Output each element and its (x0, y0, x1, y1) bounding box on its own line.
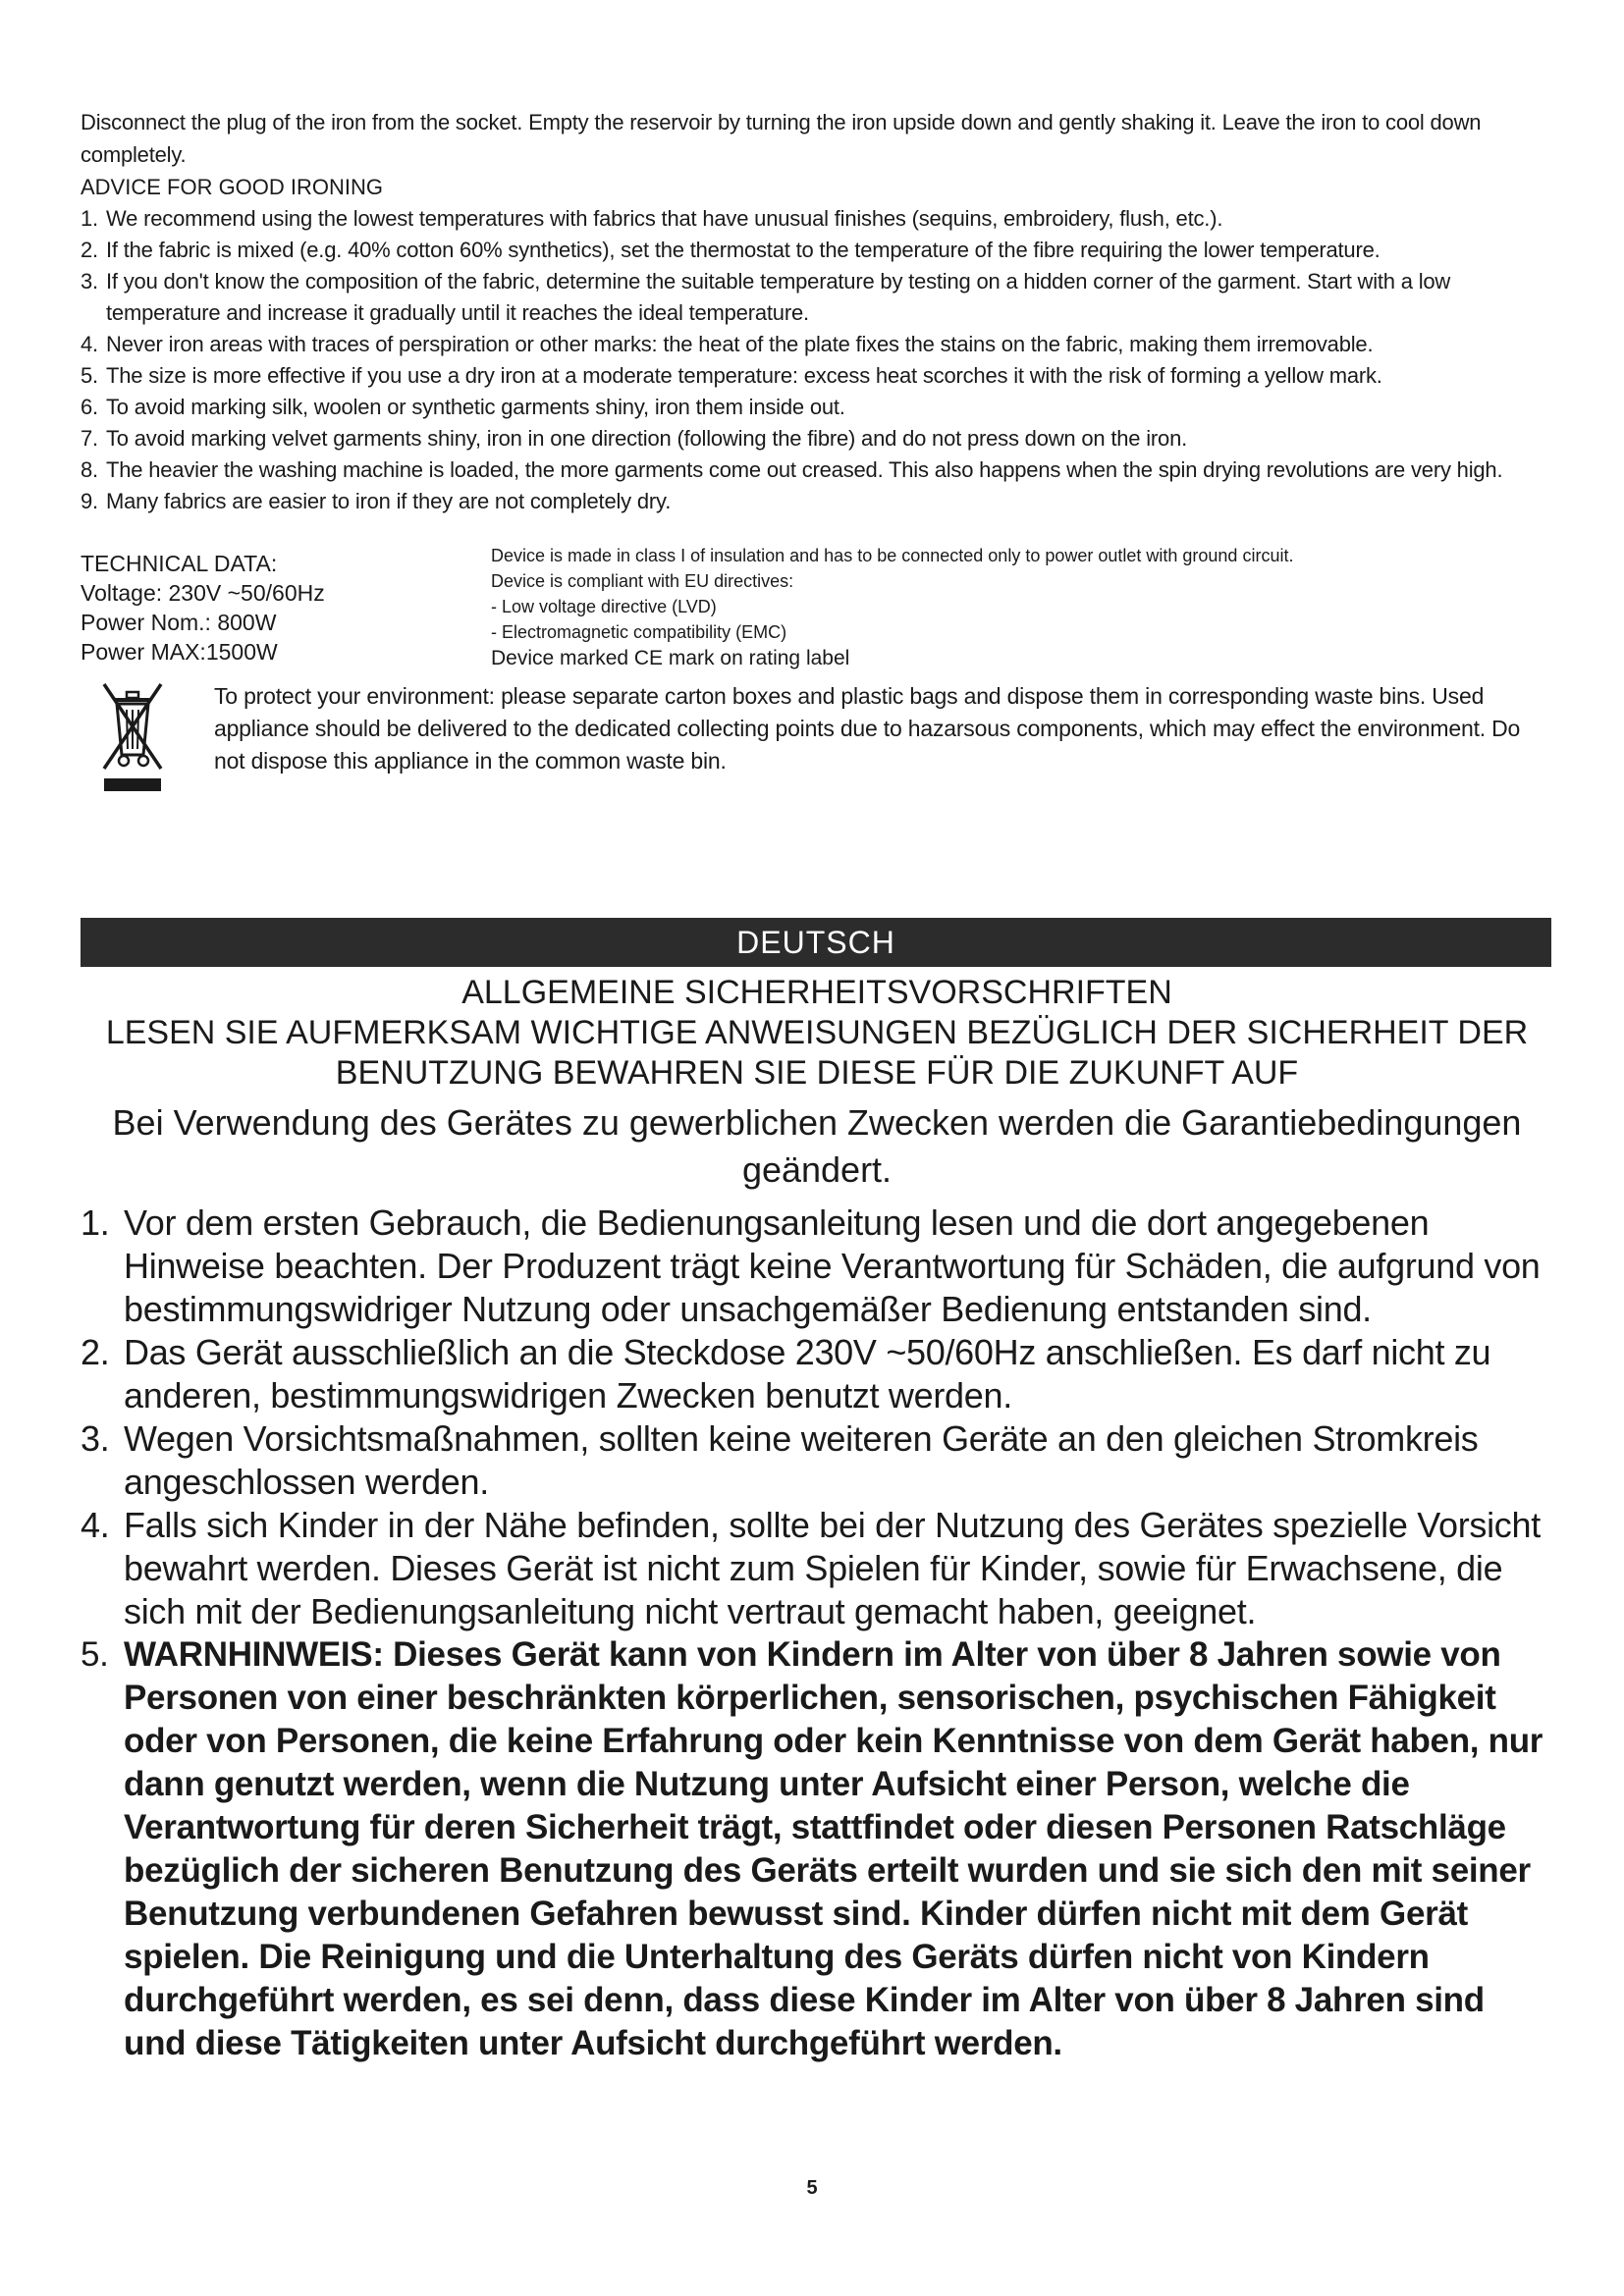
compliance-info (491, 543, 1551, 672)
page-number: 5 (806, 2177, 818, 2199)
advice-item (81, 360, 1553, 392)
advice-item-text: We recommend using the lowest temperatures with fabrics that have unusual finishes (sequins, embroidery, flush, etc.). (106, 206, 1223, 231)
power-nominal-value: Power Nom.: 800W (81, 610, 277, 635)
intro-text: Disconnect the plug of the iron from the socket. Empty the reservoir by turning the iron upside down and gently shaking it. Leave the iron to cool down completely. (81, 110, 1482, 167)
safety-rule-number: 2. (81, 1332, 110, 1372)
intro-paragraph (81, 106, 1553, 171)
advice-item (81, 329, 1553, 360)
advice-item-number: 3. (81, 269, 98, 294)
advice-item-text: The size is more effective if you use a dry iron at a moderate temperature: excess heat scorches it with the risk of forming a yellow mark. (106, 363, 1382, 388)
technical-data-block (81, 543, 1553, 678)
safety-rule-item (81, 1201, 1553, 1331)
safety-rule-text: Das Gerät ausschließlich an die Steckdose 230V ~50/60Hz anschließen. Es darf nicht zu anderen, bestimmungswidrigen Zwecken benutzt werden. (124, 1332, 1491, 1415)
german-section (81, 974, 1553, 2065)
environment-notice (81, 678, 1553, 806)
weee-crossed-bin-icon (98, 678, 167, 794)
advice-item-number: 9. (81, 489, 98, 513)
safety-rule-number: 3. (81, 1418, 110, 1459)
safety-rule-number: 5. (81, 1635, 109, 1674)
advice-item-number: 7. (81, 426, 98, 451)
advice-item (81, 203, 1553, 235)
lvd-directive: - Low voltage directive (LVD) (491, 597, 717, 616)
technical-data-specs (81, 549, 454, 667)
ce-mark-text: Device marked CE mark on rating label (491, 647, 850, 669)
advice-item-number: 6. (81, 395, 98, 419)
environment-text-block (214, 680, 1549, 777)
advice-item (81, 235, 1553, 266)
safety-rule-item (81, 1504, 1553, 1633)
safety-rule-text: Vor dem ersten Gebrauch, die Bedienungsanleitung lesen und die dort angegebenen Hinweise beachten. Der Produzent trägt keine Verantwortung für Schäden, die aufgrund von bestimmungswidriger Nutzung oder unsachgemäßer Bedienung entstanden sind. (124, 1202, 1541, 1329)
insulation-class-text: Device is made in class I of insulation and has to be connected only to power outlet with ground circuit. (491, 546, 1294, 565)
advice-item-number: 8. (81, 457, 98, 482)
safety-warning-text: WARNHINWEIS: Dieses Gerät kann von Kindern im Alter von über 8 Jahren sowie von Personen von einer beschränkten körperlichen, sensorischen, psychischen Fähigkeit oder von Personen, die keine Erfahrung oder kein Kenntnisse von dem Gerät haben, nur dann genutzt werden, wenn die Nutzung unter Aufsicht einer Person, welche die Verantwortung für deren Sicherheit trägt, stattfindet oder diesen Personen Ratschläge bezüglich der sicheren Benutzung des Geräts erteilt wurden und sie sich den mit seiner Benutzung verbundenen Gefahren bewusst sind. Kinder dürfen nicht mit dem Gerät spielen. Die Reinigung und die Unterhaltung des Geräts dürfen nicht von Kindern durchgeführt werden, es sei denn, dass diese Kinder im Alter von über 8 Jahren sind und diese Tätigkeiten unter Aufsicht durchgeführt werden. (124, 1635, 1543, 2062)
advice-title: ADVICE FOR GOOD IRONING (81, 175, 384, 199)
language-section-bar: DEUTSCH (81, 918, 1551, 967)
safety-rule-item (81, 1331, 1553, 1417)
advice-item-text: If the fabric is mixed (e.g. 40% cotton 60% synthetics), set the thermostat to the temperature of the fibre requiring the lower temperature. (106, 238, 1380, 262)
eu-compliance-text: Device is compliant with EU directives: (491, 571, 794, 591)
advice-item (81, 423, 1553, 454)
advice-item-number: 1. (81, 206, 98, 231)
advice-item (81, 454, 1553, 486)
safety-heading: ALLGEMEINE SICHERHEITSVORSCHRIFTEN (461, 974, 1172, 1011)
safety-rule-number: 1. (81, 1202, 110, 1243)
advice-item (81, 266, 1553, 329)
advice-item-text: To avoid marking velvet garments shiny, iron in one direction (following the fibre) and do not press down on the iron. (106, 426, 1188, 451)
warranty-note: Bei Verwendung des Gerätes zu gewerblichen Zwecken werden die Garantiebedingungen geändert. (112, 1102, 1522, 1190)
safety-subheading: LESEN SIE AUFMERKSAM WICHTIGE ANWEISUNGEN BEZÜGLICH DER SICHERHEIT DER BENUTZUNG BEWAHREN SIE DIESE FÜR DIE ZUKUNFT AUF (105, 1014, 1529, 1092)
voltage-value: Voltage: 230V ~50/60Hz (81, 580, 325, 606)
advice-item-text: If you don't know the composition of the fabric, determine the suitable temperature by testing on a hidden corner of the garment. Start with a low temperature and increase it gradually until it reaches the ideal temperature. (106, 269, 1451, 325)
advice-item-number: 4. (81, 332, 98, 356)
advice-item (81, 392, 1553, 423)
safety-rule-text: Falls sich Kinder in der Nähe befinden, sollte bei der Nutzung des Gerätes spezielle Vorsicht bewahrt werden. Dieses Gerät ist nicht zum Spielen für Kinder, sowie für Erwachsene, die sich mit der Bedienungsanleitung nicht vertraut gemacht haben, geeignet. (124, 1505, 1541, 1631)
safety-rule-item (81, 1417, 1553, 1504)
english-section (81, 106, 1553, 806)
safety-rule-text: Wegen Vorsichtsmaßnahmen, sollten keine weiteren Geräte an den gleichen Stromkreis angeschlossen werden. (124, 1418, 1479, 1502)
advice-item-number: 5. (81, 363, 98, 388)
advice-item (81, 486, 1553, 517)
safety-rule-number: 4. (81, 1505, 110, 1545)
advice-item-text: Never iron areas with traces of perspiration or other marks: the heat of the plate fixes the stains on the fabric, making them irremovable. (106, 332, 1374, 356)
emc-directive: - Electromagnetic compatibility (EMC) (491, 622, 787, 642)
environment-text: To protect your environment: please separate carton boxes and plastic bags and dispose them in corresponding waste bins. Used appliance should be delivered to the dedicated collecting points due to hazarsous components, which may effect the environment. Do not dispose this appliance in the common waste bin. (214, 683, 1521, 774)
advice-item-text: To avoid marking silk, woolen or synthetic garments shiny, iron them inside out. (106, 395, 845, 419)
technical-data-title: TECHNICAL DATA: (81, 551, 278, 576)
advice-item-text: The heavier the washing machine is loaded, the more garments come out creased. This also happens when the spin drying revolutions are very high. (106, 457, 1503, 482)
advice-item-text: Many fabrics are easier to iron if they are not completely dry. (106, 489, 672, 513)
safety-rules-list (81, 1201, 1553, 2065)
power-max-value: Power MAX:1500W (81, 639, 278, 665)
safety-warning-item (81, 1633, 1553, 2065)
advice-list (81, 203, 1553, 517)
advice-item-number: 2. (81, 238, 98, 262)
